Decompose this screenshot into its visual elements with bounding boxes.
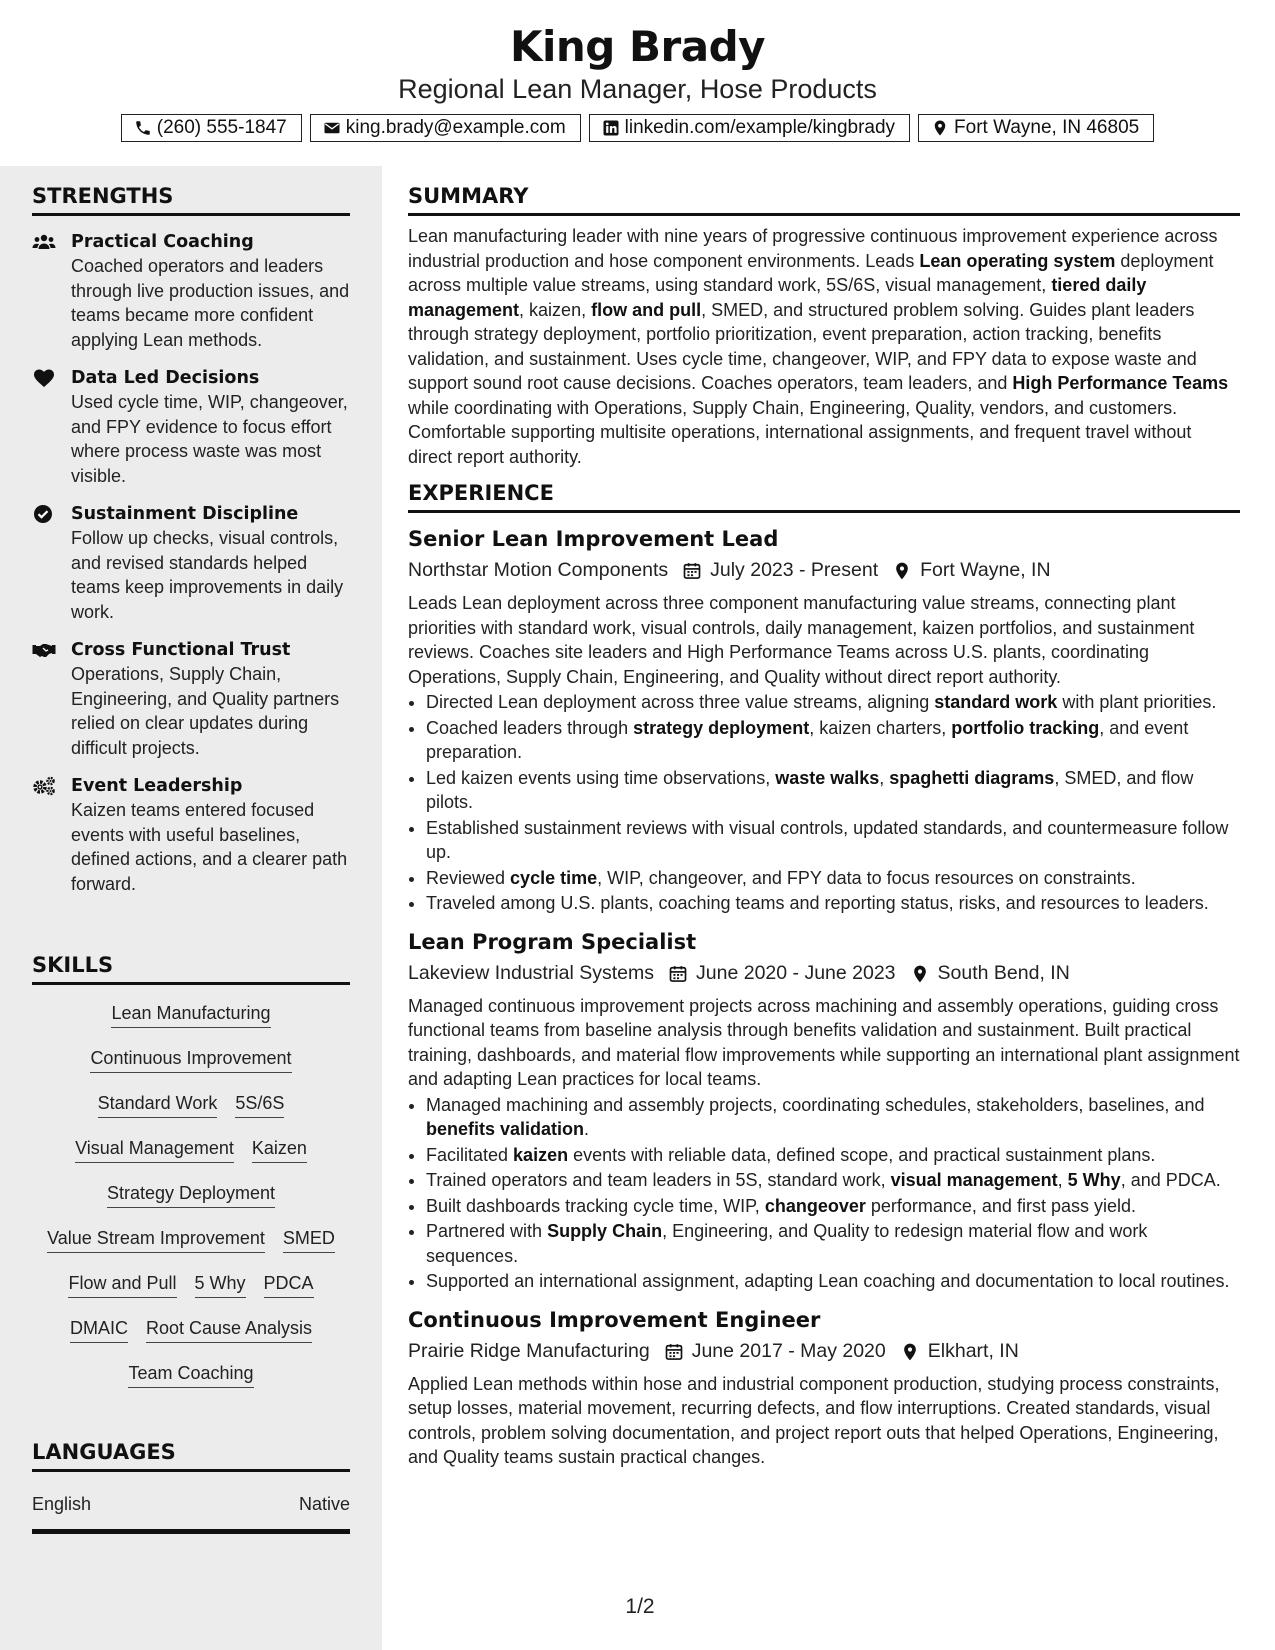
text-run: , — [879, 767, 890, 788]
text-run: . — [584, 1119, 590, 1139]
job-location: Elkhart, IN — [927, 1339, 1019, 1362]
bullet-item — [426, 1194, 1240, 1219]
bold-text: changeover — [764, 1195, 866, 1216]
bold-text: benefits validation — [426, 1119, 585, 1139]
text-run: Reviewed — [426, 867, 511, 888]
strength-item — [32, 638, 350, 760]
text-run: events with reliable data, defined scope, and practical sustainment plans. — [568, 1144, 1156, 1165]
text-run: deployment across multiple value streams, using standard work, 5S/6S, visual management, — [408, 250, 1214, 295]
job-description: Leads Lean deployment across three component manufacturing value streams, connecting plant priorities with standard work, visual controls, daily management, kaizen portfolios, and sustainment reviews. Coaches site leaders and High Performance Teams across U.S. plants, coordinating Operations, Supply Chain, Engineering, and Quality without direct report authority. — [408, 593, 1195, 687]
experience-section — [408, 481, 1240, 1470]
strength-description: Used cycle time, WIP, changeover, and FPY evidence to focus effort where process waste was most visible. — [71, 392, 348, 486]
job-title: Continuous Improvement Engineer — [408, 1307, 821, 1332]
skill-tag: Strategy Deployment — [107, 1183, 275, 1208]
bullet-item — [426, 766, 1240, 815]
skill-tag: Standard Work — [98, 1093, 218, 1118]
job-meta — [408, 1336, 1240, 1366]
contact-phone — [121, 114, 302, 142]
skill-row — [32, 1306, 350, 1351]
skills-list — [32, 991, 350, 1396]
strength-description: Coached operators and leaders through live production issues, and teams became more confident applying Lean methods. — [71, 256, 350, 350]
strength-title: Data Led Decisions — [71, 368, 260, 388]
strength-description: Follow up checks, visual controls, and revised standards helped teams keep improvements in daily work. — [71, 528, 344, 622]
text-run: Established sustainment reviews with visual controls, updated standards, and countermeasure follow up. — [426, 817, 1229, 862]
strengths-heading: STRENGTHS — [32, 184, 350, 216]
text-run: , — [1057, 1170, 1068, 1190]
bold-text: spaghetti diagrams — [889, 767, 1055, 788]
main-content — [408, 166, 1240, 1470]
skill-tag: Visual Management — [75, 1138, 234, 1163]
strength-title: Sustainment Discipline — [71, 504, 299, 524]
bullet-item — [426, 716, 1240, 765]
skill-tag: 5 Why — [195, 1273, 246, 1298]
text-run: Directed Lean deployment across three value streams, aligning — [426, 692, 935, 712]
summary-section — [408, 184, 1240, 469]
company-name: Lakeview Industrial Systems — [408, 961, 655, 984]
bullet-item — [426, 816, 1240, 865]
bullet-item — [426, 866, 1240, 891]
heart-icon — [32, 368, 56, 388]
languages-section — [32, 1440, 350, 1534]
calendar-icon — [668, 963, 688, 983]
skill-tag: Continuous Improvement — [90, 1048, 291, 1073]
contact-linkedin[interactable] — [589, 114, 910, 142]
phone-text: (260) 555-1847 — [156, 117, 287, 138]
text-run: Facilitated — [426, 1144, 514, 1165]
bullet-item — [426, 1143, 1240, 1168]
sidebar — [0, 166, 382, 1650]
job-meta — [408, 958, 1240, 988]
job-dates: July 2023 - Present — [710, 559, 879, 581]
text-run: , kaizen, — [519, 299, 592, 320]
bold-text: Supply Chain — [547, 1221, 663, 1241]
skill-row — [32, 1261, 350, 1306]
bold-text: Lean operating system — [919, 250, 1116, 271]
text-run: performance, and first pass yield. — [865, 1195, 1136, 1216]
page-number: 1/2 — [625, 1595, 655, 1618]
job-entry — [408, 525, 1240, 916]
bullet-item — [426, 1168, 1240, 1193]
language-item — [32, 1494, 350, 1534]
bold-text: visual management — [890, 1170, 1058, 1190]
skill-tag: SMED — [283, 1228, 335, 1253]
job-bullets — [408, 1093, 1240, 1294]
job-description: Managed continuous improvement projects across machining and assembly operations, guiding cross functional teams from baseline analysis through benefits validation and sustainment. Built practical training, dashboards, and material flow improvements while supporting an international plant assignment and adapting Lean practices for local teams. — [408, 995, 1240, 1089]
summary-heading: SUMMARY — [408, 184, 1240, 216]
job-entry — [408, 928, 1240, 1294]
skill-tag: Root Cause Analysis — [146, 1318, 312, 1343]
job-entry — [408, 1306, 1240, 1470]
linkedin-text: linkedin.com/example/kingbrady — [624, 117, 896, 138]
skill-tag: 5S/6S — [235, 1093, 284, 1118]
location-text: Fort Wayne, IN 46805 — [954, 117, 1140, 138]
text-run: , SMED, and flow pilots. — [426, 767, 1194, 812]
bullet-item — [426, 891, 1240, 916]
text-run: Managed machining and assembly projects, coordinating schedules, stakeholders, baselines, and — [426, 1094, 1205, 1115]
company-name: Northstar Motion Components — [408, 559, 669, 581]
strength-item — [32, 366, 350, 488]
linkedin-icon — [602, 119, 620, 137]
calendar-icon — [682, 560, 702, 580]
text-run: , kaizen charters, — [809, 717, 952, 738]
skill-tag: Flow and Pull — [68, 1273, 176, 1298]
bold-text: standard work — [934, 692, 1058, 712]
bold-text: strategy deployment — [633, 717, 810, 738]
summary-text — [408, 224, 1240, 469]
map-pin-icon — [910, 963, 930, 983]
company-name: Prairie Ridge Manufacturing — [408, 1339, 650, 1362]
language-level: Native — [298, 1494, 350, 1514]
contact-email[interactable] — [310, 114, 581, 142]
map-pin-icon — [931, 119, 949, 137]
text-run: Lean manufacturing leader with nine years of progressive continuous improvement experience across industrial production and hose component environments. Leads — [408, 226, 1218, 271]
text-run: with plant priorities. — [1057, 692, 1217, 712]
strength-item — [32, 774, 350, 896]
email-text: king.brady@example.com — [345, 117, 566, 138]
text-run: Led kaizen events using time observations, — [426, 767, 776, 788]
skill-row — [32, 1216, 350, 1261]
text-run: Trained operators and team leaders in 5S, standard work, — [426, 1170, 891, 1190]
job-list — [408, 525, 1240, 1470]
text-run: , Engineering, and Quality to redesign material flow and work sequences. — [426, 1221, 1148, 1266]
text-run: , WIP, changeover, and FPY data to focus resources on constraints. — [597, 867, 1136, 888]
bold-text: waste walks — [775, 767, 880, 788]
strength-item — [32, 230, 350, 352]
resume-header — [0, 0, 1275, 166]
strength-description: Operations, Supply Chain, Engineering, and Quality partners relied on clear updates during difficult projects. — [71, 664, 340, 758]
check-circle-icon — [32, 504, 56, 524]
map-pin-icon — [900, 1341, 920, 1361]
bold-text: cycle time — [510, 867, 598, 888]
candidate-name: King Brady — [509, 22, 766, 71]
text-run: , and PDCA. — [1120, 1170, 1221, 1190]
strength-item — [32, 502, 350, 624]
bullet-item — [426, 1219, 1240, 1268]
job-dates: June 2020 - June 2023 — [696, 961, 896, 984]
contact-bar — [0, 114, 1275, 142]
text-run: Supported an international assignment, adapting Lean coaching and documentation to local routines. — [426, 1271, 1230, 1291]
bold-text: tiered daily management — [408, 275, 1147, 320]
job-title: Lean Program Specialist — [408, 929, 697, 954]
strengths-section — [32, 184, 350, 896]
phone-icon — [134, 119, 152, 137]
bullet-item — [426, 1269, 1240, 1294]
strength-title: Event Leadership — [71, 776, 243, 796]
language-name: English — [32, 1494, 92, 1514]
calendar-icon — [664, 1341, 684, 1361]
job-meta — [408, 555, 1240, 585]
candidate-role: Regional Lean Manager, Hose Products — [398, 74, 877, 104]
skill-row — [32, 1126, 350, 1171]
bullet-item — [426, 1093, 1240, 1142]
job-location: Fort Wayne, IN — [920, 559, 1051, 581]
job-location: South Bend, IN — [937, 961, 1070, 984]
text-run: Built dashboards tracking cycle time, WIP, — [426, 1195, 765, 1216]
text-run: while coordinating with Operations, Supply Chain, Engineering, Quality, vendors, and customers. Comfortable supporting multisite operations, international assignments, and frequent travel without direct report authority. — [408, 397, 1192, 467]
skills-section — [32, 953, 350, 1396]
gears-icon — [32, 776, 56, 796]
experience-heading: EXPERIENCE — [408, 481, 1240, 513]
strength-description: Kaizen teams entered focused events with useful baselines, defined actions, and a clearer path forward. — [71, 800, 348, 894]
skills-heading: SKILLS — [32, 953, 350, 985]
job-description: Applied Lean methods within hose and industrial component production, studying process constraints, setup losses, material movement, recurring defects, and flow interruptions. Created standards, visual controls, problem solving documentation, and project report outs that helped Operations, Engineering, and Quality teams sustain practical changes. — [408, 1373, 1220, 1467]
text-run: , and event preparation. — [426, 717, 1189, 762]
text-run: , SMED, and structured problem solving. Guides plant leaders through strategy deployment, portfolio prioritization, event preparation, action tracking, benefits validation, and sustainment. Uses cycle time, changeover, WIP, and FPY data to expose waste and support sound root cause decisions. Coaches operators, team leaders, and — [408, 299, 1197, 393]
bullet-item — [426, 690, 1240, 715]
text-run: Partnered with — [426, 1221, 548, 1241]
handshake-icon — [32, 640, 56, 660]
contact-location — [918, 114, 1154, 142]
bold-text: 5 Why — [1067, 1170, 1121, 1190]
bold-text: flow and pull — [591, 299, 702, 320]
job-bullets — [408, 690, 1240, 916]
bold-text: kaizen — [513, 1144, 569, 1165]
job-dates: June 2017 - May 2020 — [691, 1339, 886, 1362]
bold-text: High Performance Teams — [1012, 373, 1229, 393]
skill-row — [32, 1351, 350, 1396]
users-icon — [32, 232, 56, 252]
strength-title: Cross Functional Trust — [71, 640, 291, 660]
skill-row — [32, 991, 350, 1036]
skill-tag: Lean Manufacturing — [111, 1003, 270, 1028]
skill-row — [32, 1036, 350, 1081]
map-pin-icon — [892, 560, 912, 580]
skill-tag: Team Coaching — [128, 1363, 253, 1388]
skill-row — [32, 1171, 350, 1216]
languages-heading: LANGUAGES — [32, 1440, 350, 1472]
skill-row — [32, 1081, 350, 1126]
envelope-icon — [323, 119, 341, 137]
job-title: Senior Lean Improvement Lead — [408, 527, 779, 551]
skill-tag: DMAIC — [70, 1318, 128, 1343]
skill-tag: PDCA — [264, 1273, 314, 1298]
skill-tag: Value Stream Improvement — [47, 1228, 265, 1253]
text-run: Coached leaders through — [426, 717, 634, 738]
skill-tag: Kaizen — [252, 1138, 307, 1163]
text-run: Traveled among U.S. plants, coaching teams and reporting status, risks, and resources to leaders. — [426, 893, 1209, 913]
strength-title: Practical Coaching — [71, 232, 254, 252]
bold-text: portfolio tracking — [951, 717, 1100, 738]
